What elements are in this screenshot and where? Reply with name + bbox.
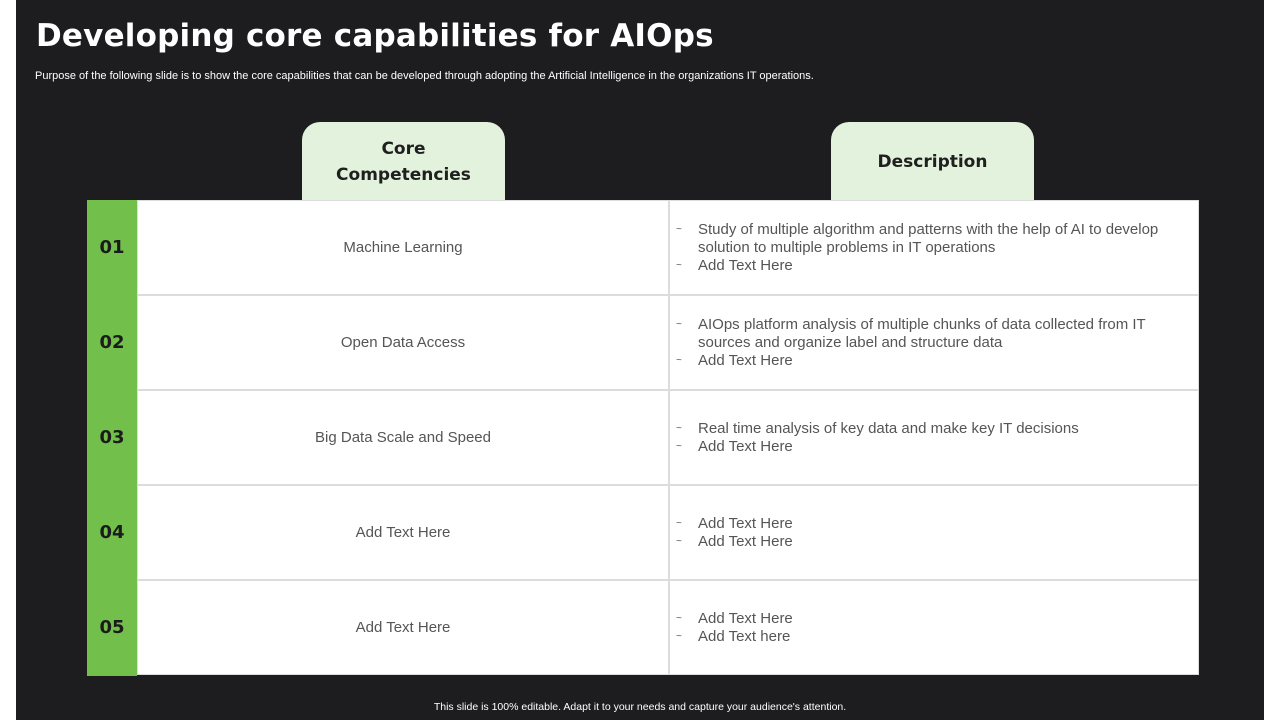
capabilities-table <box>87 200 1199 676</box>
description-cell <box>669 200 1199 295</box>
description-bullet <box>676 515 1190 533</box>
bullet-text: Add Text Here <box>698 532 793 550</box>
description-bullet <box>676 257 1190 275</box>
tilde-bullet-icon: ~ <box>676 354 682 366</box>
description-bullet <box>676 533 1190 551</box>
description-bullet <box>676 610 1190 628</box>
row-number: 03 <box>99 427 125 448</box>
tilde-bullet-icon: ~ <box>676 259 682 271</box>
row-number: 02 <box>99 332 125 353</box>
page-title: Developing core capabilities for AIOps <box>36 18 714 54</box>
table-row <box>87 295 1199 390</box>
header-description-label: Description <box>877 152 988 172</box>
slide <box>16 0 1264 720</box>
header-core-competencies <box>302 122 505 202</box>
row-number: 05 <box>99 617 125 638</box>
description-cell <box>669 485 1199 580</box>
competency-cell: Machine Learning <box>137 200 669 295</box>
row-number: 04 <box>99 522 125 543</box>
tilde-bullet-icon: ~ <box>676 440 682 452</box>
footer-note: This slide is 100% editable. Adapt it to your needs and capture your audience's attention. <box>433 701 847 713</box>
tilde-bullet-icon: ~ <box>676 223 682 235</box>
description-bullet <box>676 316 1190 352</box>
competency-cell: Big Data Scale and Speed <box>137 390 669 485</box>
description-bullet <box>676 628 1190 646</box>
bullet-text: Add Text Here <box>698 609 793 627</box>
tilde-bullet-icon: ~ <box>676 517 682 529</box>
table-row <box>87 390 1199 485</box>
bullet-text: Add Text Here <box>698 256 793 274</box>
description-cell <box>669 580 1199 675</box>
description-bullet <box>676 438 1190 456</box>
competency-cell: Open Data Access <box>137 295 669 390</box>
tilde-bullet-icon: ~ <box>676 318 682 330</box>
bullet-text: Add Text Here <box>698 514 793 532</box>
bullet-text: Add Text Here <box>698 351 793 369</box>
tilde-bullet-icon: ~ <box>676 630 682 642</box>
description-bullet <box>676 221 1190 257</box>
tilde-bullet-icon: ~ <box>676 422 682 434</box>
table-row <box>87 200 1199 295</box>
bullet-text: Add Text Here <box>698 437 793 455</box>
description-bullet <box>676 352 1190 370</box>
description-cell <box>669 390 1199 485</box>
bullet-text: Study of multiple algorithm and patterns with the help of AI to develop solution to multiple problems in IT operations <box>698 220 1159 256</box>
table-row <box>87 485 1199 580</box>
row-number: 01 <box>99 237 125 258</box>
table-row <box>87 580 1199 675</box>
header-core-label: Core Competencies <box>336 139 471 185</box>
description-bullet <box>676 420 1190 438</box>
page-subtitle: Purpose of the following slide is to show the core capabilities that can be developed through adopting the Artificial Intelligence in the organizations IT operations. <box>35 70 814 82</box>
bullet-text: Add Text here <box>698 627 791 645</box>
description-cell <box>669 295 1199 390</box>
tilde-bullet-icon: ~ <box>676 535 682 547</box>
header-description <box>831 122 1034 202</box>
bullet-text: AIOps platform analysis of multiple chunks of data collected from IT sources and organize label and structure data <box>698 315 1146 351</box>
tilde-bullet-icon: ~ <box>676 612 682 624</box>
bullet-text: Real time analysis of key data and make key IT decisions <box>698 419 1079 437</box>
competency-cell: Add Text Here <box>137 485 669 580</box>
competency-cell: Add Text Here <box>137 580 669 675</box>
